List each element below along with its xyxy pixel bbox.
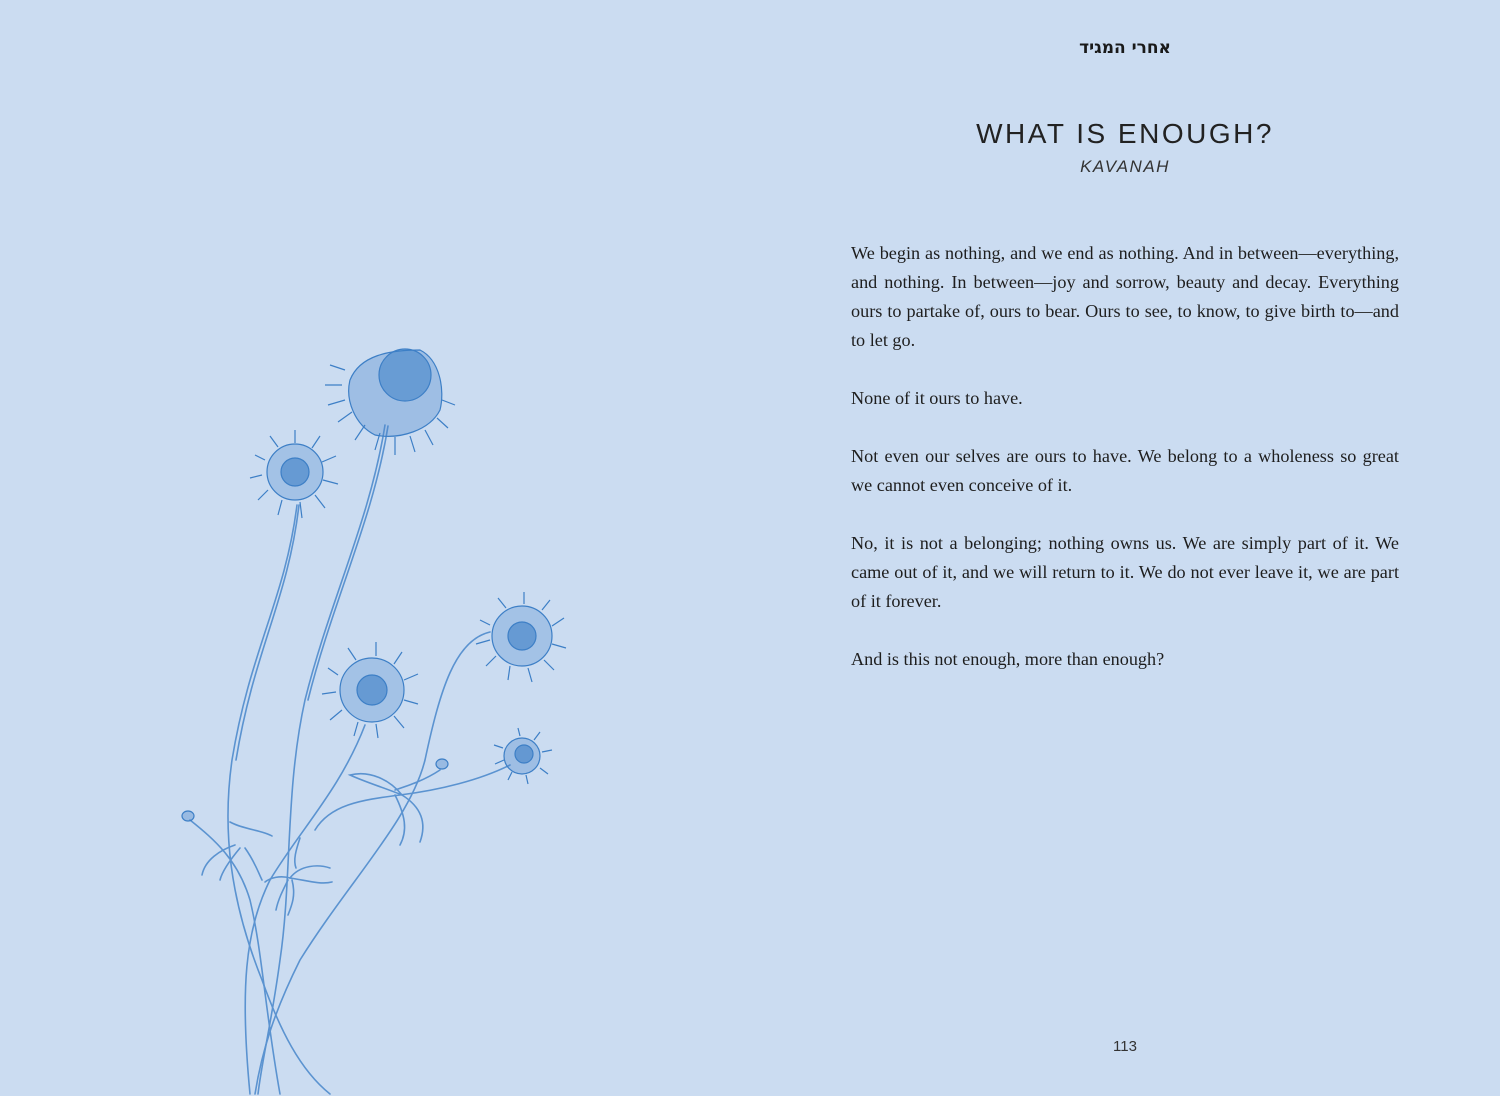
flower-stem (258, 425, 385, 1094)
flower-head (322, 642, 418, 738)
running-head-text: אחרי המגיד (1079, 38, 1171, 58)
page-number: 113 (1113, 1038, 1137, 1055)
leaf (290, 878, 332, 883)
flower-stem (395, 770, 440, 790)
leaf (288, 880, 294, 915)
paragraph: And is this not enough, more than enough? (851, 649, 1165, 669)
flower-head (494, 728, 552, 784)
paragraph: No, it is not a belonging; nothing owns us. We are simply part of it. We came out of it, and we will return to it. We do not ever leave it, we are part of it forever. (851, 533, 1399, 611)
flower-head (325, 349, 455, 455)
leaf (402, 795, 423, 842)
running-head (750, 38, 1500, 58)
flower-head (476, 592, 566, 682)
page-subtitle: KAVANAH (1080, 157, 1170, 176)
flower-bud (182, 759, 448, 821)
leaf (395, 795, 405, 845)
flower-stem (245, 725, 365, 1094)
flower-stem (315, 765, 510, 830)
right-page (750, 0, 1500, 1096)
body-text (851, 239, 1399, 703)
leaf (350, 774, 402, 795)
paragraph: Not even our selves are ours to have. We belong to a wholeness so great we cannot even conceive of it. (851, 446, 1399, 495)
page-title: WHAT IS ENOUGH? (976, 118, 1274, 149)
paragraph: We begin as nothing, and we end as nothing. And in between—everything, and nothing. In between—joy and sorrow, beauty and decay. Everything ours to partake of, ours to bear. Ours to see, to know, to give birth to—and to let go. (851, 243, 1399, 350)
leaf (245, 848, 262, 880)
flower-stem (190, 820, 280, 1094)
leaf (230, 822, 272, 836)
flower-head (250, 430, 338, 518)
paragraph: None of it ours to have. (851, 388, 1023, 408)
